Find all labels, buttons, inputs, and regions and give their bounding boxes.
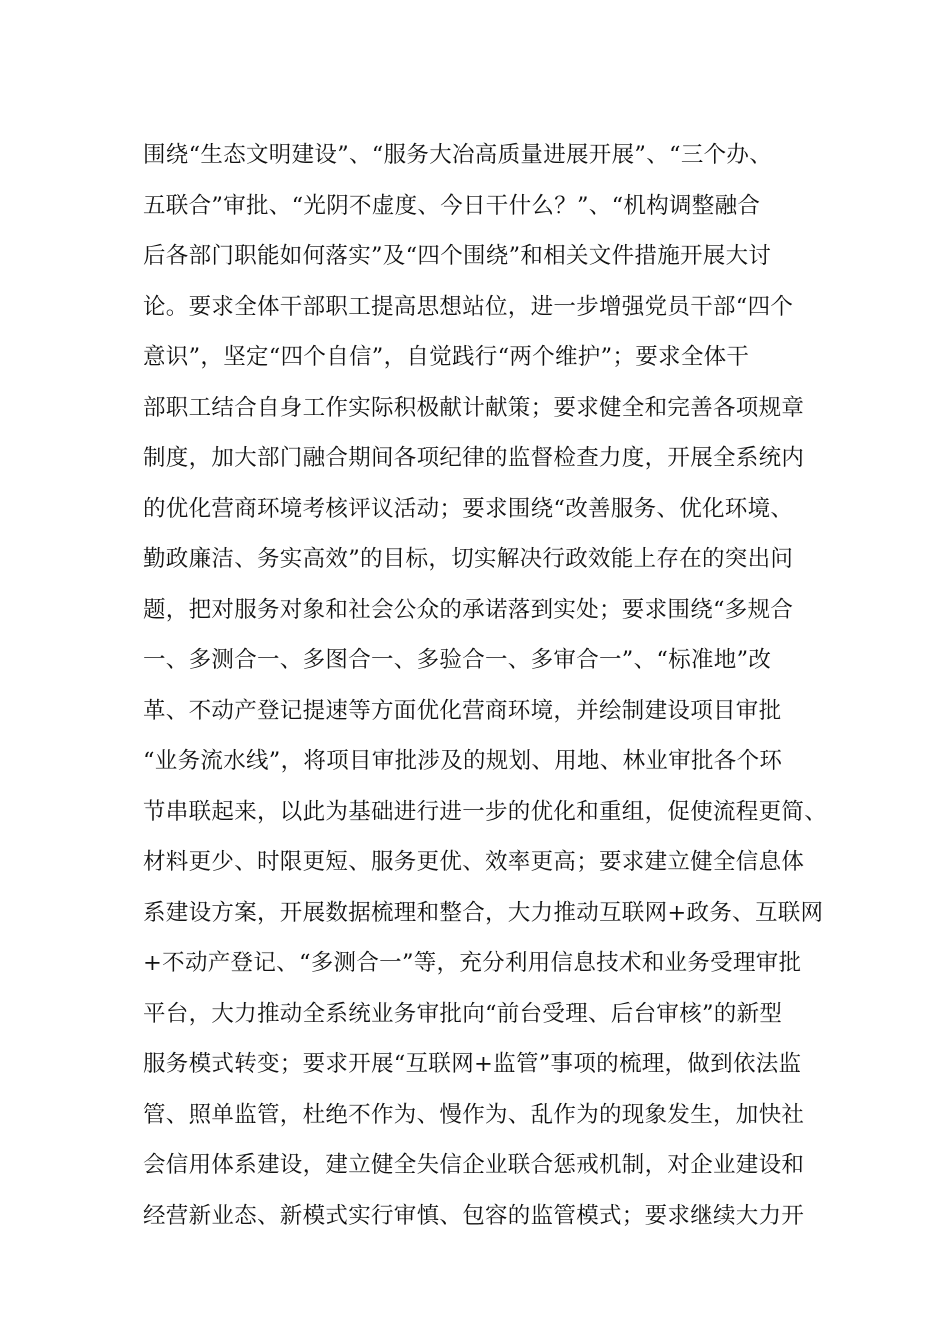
text-line: “业务流水线”，将项目审批涉及的规划、用地、林业审批各个环: [143, 748, 783, 774]
text-line: +不动产登记、“多测合一”等，充分利用信息技术和业务受理审批: [143, 950, 802, 976]
text-line: 题，把对服务对象和社会公众的承诺落到实处；要求围绕“多规合: [143, 596, 794, 623]
text-line: 意识”，坚定“四个自信”，自觉践行“两个维护”；要求全体干: [143, 344, 750, 370]
text-line: 一、多测合一、多图合一、多验合一、多审合一”、“标准地”改: [143, 647, 772, 673]
text-line: 会信用体系建设，建立健全失信企业联合惩戒机制，对企业建设和: [143, 1152, 805, 1178]
text-line: 部职工结合自身工作实际积极献计献策；要求健全和完善各项规章: [143, 394, 805, 421]
text-line: 后各部门职能如何落实”及“四个围绕”和相关文件措施开展大讨: [143, 243, 772, 269]
text-line: 系建设方案，开展数据梳理和整合，大力推动互联网+政务、互联网: [143, 899, 824, 926]
body-paragraph: [143, 130, 828, 1241]
text-line: 材料更少、时限更短、服务更优、效率更高；要求建立健全信息体: [143, 849, 805, 875]
text-line: 制度，加大部门融合期间各项纪律的监督检查力度，开展全系统内: [143, 445, 805, 471]
text-line: 的优化营商环境考核评议活动；要求围绕“改善服务、优化环境、: [143, 495, 794, 522]
text-line: 管、照单监管，杜绝不作为、慢作为、乱作为的现象发生，加快社: [143, 1101, 805, 1128]
text-line: 勤政廉洁、务实高效”的目标，切实解决行政效能上存在的突出问: [143, 546, 794, 572]
text-line: 节串联起来，以此为基础进行进一步的优化和重组，促使流程更简、: [143, 798, 828, 825]
text-line: 论。要求全体干部职工提高思想站位，进一步增强党员干部“四个: [143, 293, 794, 320]
text-line: 五联合”审批、“光阴不虚度、今日干什么？”、“机构调整融合: [143, 192, 761, 219]
text-line: 革、不动产登记提速等方面优化营商环境，并绘制建设项目审批: [143, 697, 782, 724]
text-line: 围绕“生态文明建设”、“服务大冶高质量进展开展”、“三个办、: [143, 142, 773, 168]
text-line: 平台，大力推动全系统业务审批向“前台受理、后台审核”的新型: [143, 1000, 783, 1027]
text-line: 经营新业态、新模式实行审慎、包容的监管模式；要求继续大力开: [143, 1202, 805, 1229]
text-line: 服务模式转变；要求开展“互联网+监管”事项的梳理，做到依法监: [143, 1051, 802, 1077]
